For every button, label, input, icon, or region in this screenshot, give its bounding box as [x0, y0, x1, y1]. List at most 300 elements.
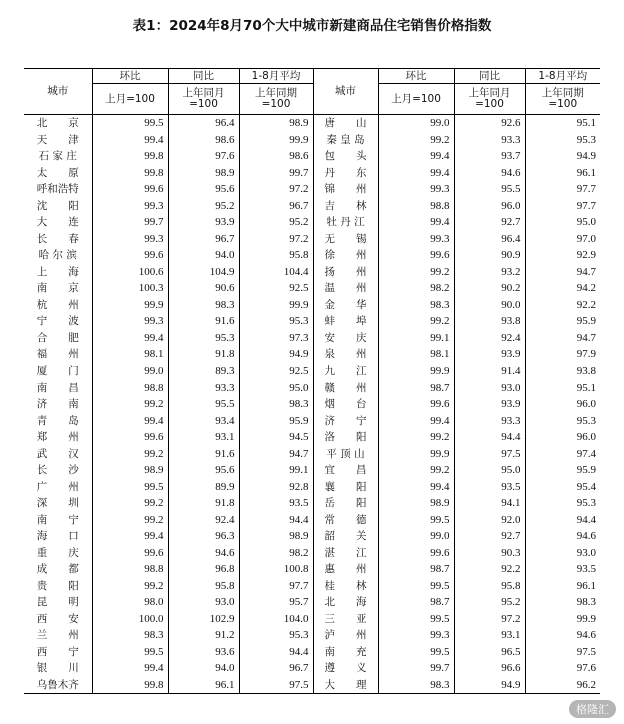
yoy-header: 同比 — [168, 69, 239, 84]
yoy-value-cell: 92.2 — [454, 561, 525, 578]
city-name-cell: 赣 州 — [313, 379, 378, 396]
yoy-value-cell: 95.0 — [454, 462, 525, 479]
city-name-cell: 上 海 — [36, 265, 79, 278]
mom-value-cell: 100.3 — [92, 280, 168, 297]
mom-value-cell: 99.3 — [378, 627, 454, 644]
table-row — [24, 165, 600, 182]
mom-value-cell: 99.6 — [378, 247, 454, 264]
city-name-cell: 厦 门 — [36, 364, 79, 377]
mom-value-cell: 98.3 — [378, 677, 454, 694]
avg-value-cell: 94.7 — [525, 264, 600, 281]
watermark-logo: 格隆汇 — [569, 700, 616, 718]
avg-value-cell: 97.4 — [525, 445, 600, 462]
mom-value-cell: 99.0 — [378, 115, 454, 132]
mom-value-cell: 99.5 — [92, 644, 168, 661]
avg-value-cell: 95.3 — [525, 412, 600, 429]
city-name-cell: 洛 阳 — [313, 429, 378, 446]
yoy-value-cell: 98.3 — [168, 297, 239, 314]
avg-value-cell: 95.0 — [525, 214, 600, 231]
yoy-value-cell: 95.5 — [454, 181, 525, 198]
mom-value-cell: 99.2 — [92, 396, 168, 413]
yoy-value-cell: 97.2 — [454, 610, 525, 627]
yoy-value-cell: 94.1 — [454, 495, 525, 512]
avg-value-cell: 98.2 — [239, 544, 313, 561]
yoy-value-cell: 95.2 — [454, 594, 525, 611]
table-row — [24, 544, 600, 561]
yoy-value-cell: 90.0 — [454, 297, 525, 314]
mom-value-cell: 99.4 — [92, 330, 168, 347]
mom-value-cell: 99.6 — [378, 396, 454, 413]
avg-value-cell: 94.4 — [239, 511, 313, 528]
avg-value-cell: 97.2 — [239, 231, 313, 248]
yoy-value-cell: 98.6 — [168, 132, 239, 149]
avg-value-cell: 93.0 — [525, 544, 600, 561]
table-row — [24, 528, 600, 545]
mom-value-cell: 99.0 — [378, 528, 454, 545]
city-column-header-right: 城市 — [313, 69, 378, 115]
mom-value-cell: 99.0 — [92, 363, 168, 380]
avg-value-cell: 95.9 — [525, 313, 600, 330]
avg-value-cell: 95.3 — [239, 627, 313, 644]
avg-value-cell: 99.7 — [239, 165, 313, 182]
city-name-cell: 扬 州 — [313, 264, 378, 281]
price-index-table — [24, 68, 600, 694]
avg-value-cell: 95.9 — [239, 412, 313, 429]
avg-value-cell: 99.9 — [239, 132, 313, 149]
table-title: 表1：2024年8月70个大中城市新建商品住宅销售价格指数 — [132, 18, 492, 34]
yoy-value-cell: 93.1 — [168, 429, 239, 446]
mom-value-cell: 99.8 — [92, 148, 168, 165]
mom-value-cell: 99.4 — [378, 165, 454, 182]
city-name-cell: 南 京 — [36, 282, 79, 295]
yoy-value-cell: 93.9 — [454, 396, 525, 413]
avg-value-cell: 93.5 — [525, 561, 600, 578]
city-name-cell: 杭 州 — [36, 298, 79, 311]
yoy-value-cell: 93.5 — [454, 478, 525, 495]
yoy-value-cell: 95.6 — [168, 181, 239, 198]
avg-subheader: 上年同期 =100 — [239, 84, 313, 115]
avg-value-cell: 99.9 — [239, 297, 313, 314]
yoy-value-cell: 90.3 — [454, 544, 525, 561]
city-name-cell: 泸 州 — [313, 627, 378, 644]
yoy-value-cell: 96.1 — [168, 677, 239, 694]
mom-header-right: 环比 — [378, 69, 454, 84]
mom-value-cell: 99.8 — [92, 165, 168, 182]
avg-value-cell: 93.8 — [525, 363, 600, 380]
avg-value-cell: 96.1 — [525, 577, 600, 594]
mom-value-cell: 98.1 — [378, 346, 454, 363]
mom-value-cell: 99.2 — [378, 462, 454, 479]
avg-value-cell: 95.1 — [525, 115, 600, 132]
yoy-value-cell: 89.3 — [168, 363, 239, 380]
city-name-cell: 天 津 — [36, 133, 79, 146]
table-row — [24, 445, 600, 462]
yoy-subheader-right: 上年同月 =100 — [454, 84, 525, 115]
avg-value-cell: 92.8 — [239, 478, 313, 495]
mom-value-cell: 99.7 — [378, 660, 454, 677]
yoy-value-cell: 90.9 — [454, 247, 525, 264]
city-column-header: 城市 — [24, 69, 92, 115]
city-name-cell: 惠 州 — [313, 561, 378, 578]
yoy-value-cell: 97.6 — [168, 148, 239, 165]
table-row — [24, 396, 600, 413]
yoy-value-cell: 93.3 — [454, 412, 525, 429]
table-row — [24, 363, 600, 380]
table-row — [24, 280, 600, 297]
mom-value-cell: 99.3 — [92, 231, 168, 248]
mom-value-cell: 99.2 — [378, 313, 454, 330]
city-name-cell: 银 川 — [36, 662, 79, 675]
avg-value-cell: 95.0 — [239, 379, 313, 396]
mom-value-cell: 98.1 — [92, 346, 168, 363]
avg-value-cell: 94.7 — [239, 445, 313, 462]
yoy-value-cell: 90.6 — [168, 280, 239, 297]
city-name-cell: 西 宁 — [36, 645, 79, 658]
city-name-cell: 兰 州 — [36, 629, 79, 642]
mom-value-cell: 99.5 — [378, 511, 454, 528]
mom-value-cell: 99.1 — [378, 330, 454, 347]
mom-value-cell: 98.8 — [378, 198, 454, 215]
yoy-value-cell: 95.2 — [168, 198, 239, 215]
mom-value-cell: 99.4 — [92, 412, 168, 429]
avg-value-cell: 94.7 — [525, 330, 600, 347]
yoy-value-cell: 93.2 — [454, 264, 525, 281]
yoy-value-cell: 93.9 — [454, 346, 525, 363]
mom-value-cell: 99.4 — [378, 214, 454, 231]
yoy-value-cell: 95.5 — [168, 396, 239, 413]
city-name-cell: 青 岛 — [36, 414, 79, 427]
city-name-cell: 襄 阳 — [313, 478, 378, 495]
mom-value-cell: 99.2 — [92, 511, 168, 528]
yoy-value-cell: 93.8 — [454, 313, 525, 330]
city-name-cell: 吉 林 — [313, 198, 378, 215]
yoy-value-cell: 93.0 — [168, 594, 239, 611]
yoy-value-cell: 92.0 — [454, 511, 525, 528]
city-name-cell: 安 庆 — [313, 330, 378, 347]
mom-value-cell: 98.3 — [378, 297, 454, 314]
mom-value-cell: 98.7 — [378, 594, 454, 611]
avg-value-cell: 96.7 — [239, 660, 313, 677]
city-name-cell: 遵 义 — [313, 660, 378, 677]
city-name-cell: 韶 关 — [313, 528, 378, 545]
yoy-value-cell: 91.2 — [168, 627, 239, 644]
mom-value-cell: 99.6 — [378, 544, 454, 561]
avg-value-cell: 97.7 — [525, 198, 600, 215]
avg-value-cell: 95.1 — [525, 379, 600, 396]
yoy-value-cell: 94.6 — [454, 165, 525, 182]
city-name-cell: 南 昌 — [36, 381, 79, 394]
table-row — [24, 181, 600, 198]
city-name-cell: 平 顶 山 — [313, 445, 378, 462]
mom-value-cell: 99.3 — [92, 313, 168, 330]
avg-value-cell: 94.9 — [239, 346, 313, 363]
table-row — [24, 511, 600, 528]
mom-value-cell: 99.2 — [378, 429, 454, 446]
avg-value-cell: 95.3 — [525, 132, 600, 149]
avg-value-cell: 97.2 — [239, 181, 313, 198]
city-name-cell: 唐 山 — [313, 115, 378, 132]
avg-value-cell: 94.5 — [239, 429, 313, 446]
mom-value-cell: 98.9 — [378, 495, 454, 512]
avg-value-cell: 95.3 — [525, 495, 600, 512]
mom-value-cell: 100.6 — [92, 264, 168, 281]
mom-value-cell: 99.5 — [92, 115, 168, 132]
yoy-value-cell: 93.7 — [454, 148, 525, 165]
city-name-cell: 西 安 — [36, 612, 79, 625]
city-name-cell: 海 口 — [36, 530, 79, 543]
yoy-value-cell: 92.7 — [454, 528, 525, 545]
mom-value-cell: 98.8 — [92, 379, 168, 396]
mom-subheader: 上月=100 — [92, 84, 168, 115]
table-row — [24, 115, 600, 132]
table-row — [24, 561, 600, 578]
yoy-value-cell: 96.0 — [454, 198, 525, 215]
table-row — [24, 627, 600, 644]
yoy-value-cell: 92.7 — [454, 214, 525, 231]
table-row — [24, 478, 600, 495]
yoy-value-cell: 93.3 — [168, 379, 239, 396]
avg-value-cell: 94.2 — [525, 280, 600, 297]
yoy-value-cell: 94.0 — [168, 660, 239, 677]
avg-value-cell: 96.0 — [525, 396, 600, 413]
avg-value-cell: 98.9 — [239, 528, 313, 545]
mom-value-cell: 99.4 — [378, 478, 454, 495]
mom-value-cell: 98.3 — [92, 627, 168, 644]
mom-value-cell: 99.2 — [92, 577, 168, 594]
table-row — [24, 148, 600, 165]
city-name-cell: 丹 东 — [313, 165, 378, 182]
mom-value-cell: 98.7 — [378, 379, 454, 396]
mom-value-cell: 99.9 — [378, 445, 454, 462]
yoy-value-cell: 93.1 — [454, 627, 525, 644]
avg-value-cell: 98.3 — [239, 396, 313, 413]
avg-value-cell: 104.0 — [239, 610, 313, 627]
city-name-cell: 昆 明 — [36, 596, 79, 609]
table-row — [24, 247, 600, 264]
mom-value-cell: 99.3 — [378, 181, 454, 198]
avg-value-cell: 95.9 — [525, 462, 600, 479]
city-name-cell: 北 海 — [313, 594, 378, 611]
mom-value-cell: 99.9 — [378, 363, 454, 380]
avg-value-cell: 97.0 — [525, 231, 600, 248]
city-name-cell: 秦 皇 岛 — [313, 132, 378, 149]
table-row — [24, 577, 600, 594]
table-row — [24, 264, 600, 281]
table-row — [24, 346, 600, 363]
yoy-value-cell: 91.6 — [168, 445, 239, 462]
avg-value-cell: 96.7 — [239, 198, 313, 215]
mom-value-cell: 99.4 — [92, 132, 168, 149]
city-name-cell: 郑 州 — [36, 431, 79, 444]
table-row — [24, 610, 600, 627]
yoy-value-cell: 94.0 — [168, 247, 239, 264]
mom-value-cell: 99.6 — [92, 181, 168, 198]
yoy-value-cell: 104.9 — [168, 264, 239, 281]
table-row — [24, 231, 600, 248]
avg-value-cell: 97.6 — [525, 660, 600, 677]
table-row — [24, 429, 600, 446]
avg-value-cell: 99.1 — [239, 462, 313, 479]
mom-value-cell: 98.8 — [92, 561, 168, 578]
mom-value-cell: 99.4 — [378, 148, 454, 165]
mom-value-cell: 99.6 — [92, 544, 168, 561]
avg-value-cell: 98.3 — [525, 594, 600, 611]
yoy-value-cell: 95.8 — [168, 577, 239, 594]
yoy-value-cell: 93.9 — [168, 214, 239, 231]
avg-value-cell: 95.8 — [239, 247, 313, 264]
city-name-cell: 济 宁 — [313, 412, 378, 429]
yoy-value-cell: 90.2 — [454, 280, 525, 297]
mom-value-cell: 99.2 — [92, 495, 168, 512]
yoy-value-cell: 93.4 — [168, 412, 239, 429]
mom-value-cell: 99.6 — [92, 247, 168, 264]
avg-value-cell: 97.7 — [525, 181, 600, 198]
city-name-cell: 重 庆 — [36, 546, 79, 559]
table-row — [24, 462, 600, 479]
city-name-cell: 桂 林 — [313, 577, 378, 594]
mom-value-cell: 98.0 — [92, 594, 168, 611]
avg-value-cell: 94.6 — [525, 528, 600, 545]
table-row — [24, 495, 600, 512]
yoy-value-cell: 96.7 — [168, 231, 239, 248]
avg-value-cell: 95.2 — [239, 214, 313, 231]
mom-value-cell: 99.5 — [378, 577, 454, 594]
city-name-cell: 包 头 — [313, 148, 378, 165]
mom-value-cell: 98.7 — [378, 561, 454, 578]
mom-value-cell: 99.5 — [378, 610, 454, 627]
mom-value-cell: 99.7 — [92, 214, 168, 231]
yoy-value-cell: 95.3 — [168, 330, 239, 347]
table-row — [24, 594, 600, 611]
city-name-cell: 徐 州 — [313, 247, 378, 264]
avg-value-cell: 92.2 — [525, 297, 600, 314]
mom-value-cell: 98.9 — [92, 462, 168, 479]
yoy-subheader: 上年同月 =100 — [168, 84, 239, 115]
city-name-cell: 南 宁 — [36, 513, 79, 526]
avg-value-cell: 95.3 — [239, 313, 313, 330]
yoy-value-cell: 96.6 — [454, 660, 525, 677]
city-name-cell: 烟 台 — [313, 396, 378, 413]
yoy-value-cell: 97.5 — [454, 445, 525, 462]
yoy-value-cell: 96.8 — [168, 561, 239, 578]
table-row — [24, 379, 600, 396]
avg-value-cell: 92.9 — [525, 247, 600, 264]
city-name-cell: 太 原 — [36, 166, 79, 179]
city-name-cell: 泉 州 — [313, 346, 378, 363]
yoy-value-cell: 91.8 — [168, 495, 239, 512]
table-row — [24, 297, 600, 314]
table-row — [24, 677, 600, 694]
mom-value-cell: 99.3 — [92, 198, 168, 215]
avg-value-cell: 98.9 — [239, 115, 313, 132]
city-name-cell: 湛 江 — [313, 544, 378, 561]
yoy-value-cell: 96.3 — [168, 528, 239, 545]
city-name-cell: 南 充 — [313, 644, 378, 661]
mom-value-cell: 99.9 — [92, 297, 168, 314]
city-name-cell: 岳 阳 — [313, 495, 378, 512]
yoy-value-cell: 96.4 — [168, 115, 239, 132]
avg-subheader-right: 上年同期 =100 — [525, 84, 600, 115]
city-name-cell: 长 春 — [36, 232, 79, 245]
city-name-cell: 长 沙 — [36, 464, 79, 477]
city-name-cell: 呼和浩特 — [36, 183, 79, 196]
yoy-value-cell: 93.3 — [454, 132, 525, 149]
table-row — [24, 330, 600, 347]
city-name-cell: 蚌 埠 — [313, 313, 378, 330]
yoy-value-cell: 95.8 — [454, 577, 525, 594]
city-name-cell: 成 都 — [36, 563, 79, 576]
avg-value-cell: 94.4 — [525, 511, 600, 528]
yoy-value-cell: 94.6 — [168, 544, 239, 561]
yoy-value-cell: 93.6 — [168, 644, 239, 661]
yoy-value-cell: 95.6 — [168, 462, 239, 479]
yoy-value-cell: 94.9 — [454, 677, 525, 694]
city-name-cell: 大 理 — [313, 677, 378, 694]
city-name-cell: 沈 阳 — [36, 199, 79, 212]
mom-header: 环比 — [92, 69, 168, 84]
avg-value-cell: 96.2 — [525, 677, 600, 694]
avg-value-cell: 97.3 — [239, 330, 313, 347]
avg-header-right: 1-8月平均 — [525, 69, 600, 84]
avg-value-cell: 94.6 — [525, 627, 600, 644]
city-name-cell: 广 州 — [36, 480, 79, 493]
table-row — [24, 313, 600, 330]
city-name-cell: 三 亚 — [313, 610, 378, 627]
city-name-cell: 大 连 — [36, 216, 79, 229]
yoy-value-cell: 96.4 — [454, 231, 525, 248]
yoy-value-cell: 89.9 — [168, 478, 239, 495]
avg-value-cell: 97.5 — [525, 644, 600, 661]
city-name-cell: 武 汉 — [36, 447, 79, 460]
mom-subheader-right: 上月=100 — [378, 84, 454, 115]
avg-value-cell: 93.5 — [239, 495, 313, 512]
city-name-cell: 温 州 — [313, 280, 378, 297]
city-name-cell: 宜 昌 — [313, 462, 378, 479]
yoy-value-cell: 92.4 — [454, 330, 525, 347]
mom-value-cell: 99.5 — [92, 478, 168, 495]
avg-value-cell: 104.4 — [239, 264, 313, 281]
yoy-value-cell: 102.9 — [168, 610, 239, 627]
yoy-value-cell: 91.8 — [168, 346, 239, 363]
avg-value-cell: 92.5 — [239, 280, 313, 297]
yoy-value-cell: 92.4 — [168, 511, 239, 528]
avg-value-cell: 97.9 — [525, 346, 600, 363]
city-name-cell: 深 圳 — [36, 497, 79, 510]
avg-value-cell: 97.7 — [239, 577, 313, 594]
table-row — [24, 660, 600, 677]
table-row — [24, 132, 600, 149]
city-name-cell: 福 州 — [36, 348, 79, 361]
table-row — [24, 412, 600, 429]
city-name-cell: 济 南 — [36, 398, 79, 411]
city-name-cell: 牡 丹 江 — [313, 214, 378, 231]
mom-value-cell: 99.8 — [92, 677, 168, 694]
avg-value-cell: 95.4 — [525, 478, 600, 495]
avg-value-cell: 97.5 — [239, 677, 313, 694]
city-name-cell: 哈 尔 滨 — [38, 249, 77, 262]
mom-value-cell: 99.6 — [92, 429, 168, 446]
table-row — [24, 214, 600, 231]
avg-value-cell: 92.5 — [239, 363, 313, 380]
yoy-value-cell: 98.9 — [168, 165, 239, 182]
city-name-cell: 宁 波 — [36, 315, 79, 328]
yoy-value-cell: 96.5 — [454, 644, 525, 661]
yoy-value-cell: 91.4 — [454, 363, 525, 380]
mom-value-cell: 99.2 — [92, 445, 168, 462]
yoy-header-right: 同比 — [454, 69, 525, 84]
yoy-value-cell: 94.4 — [454, 429, 525, 446]
table-row — [24, 198, 600, 215]
